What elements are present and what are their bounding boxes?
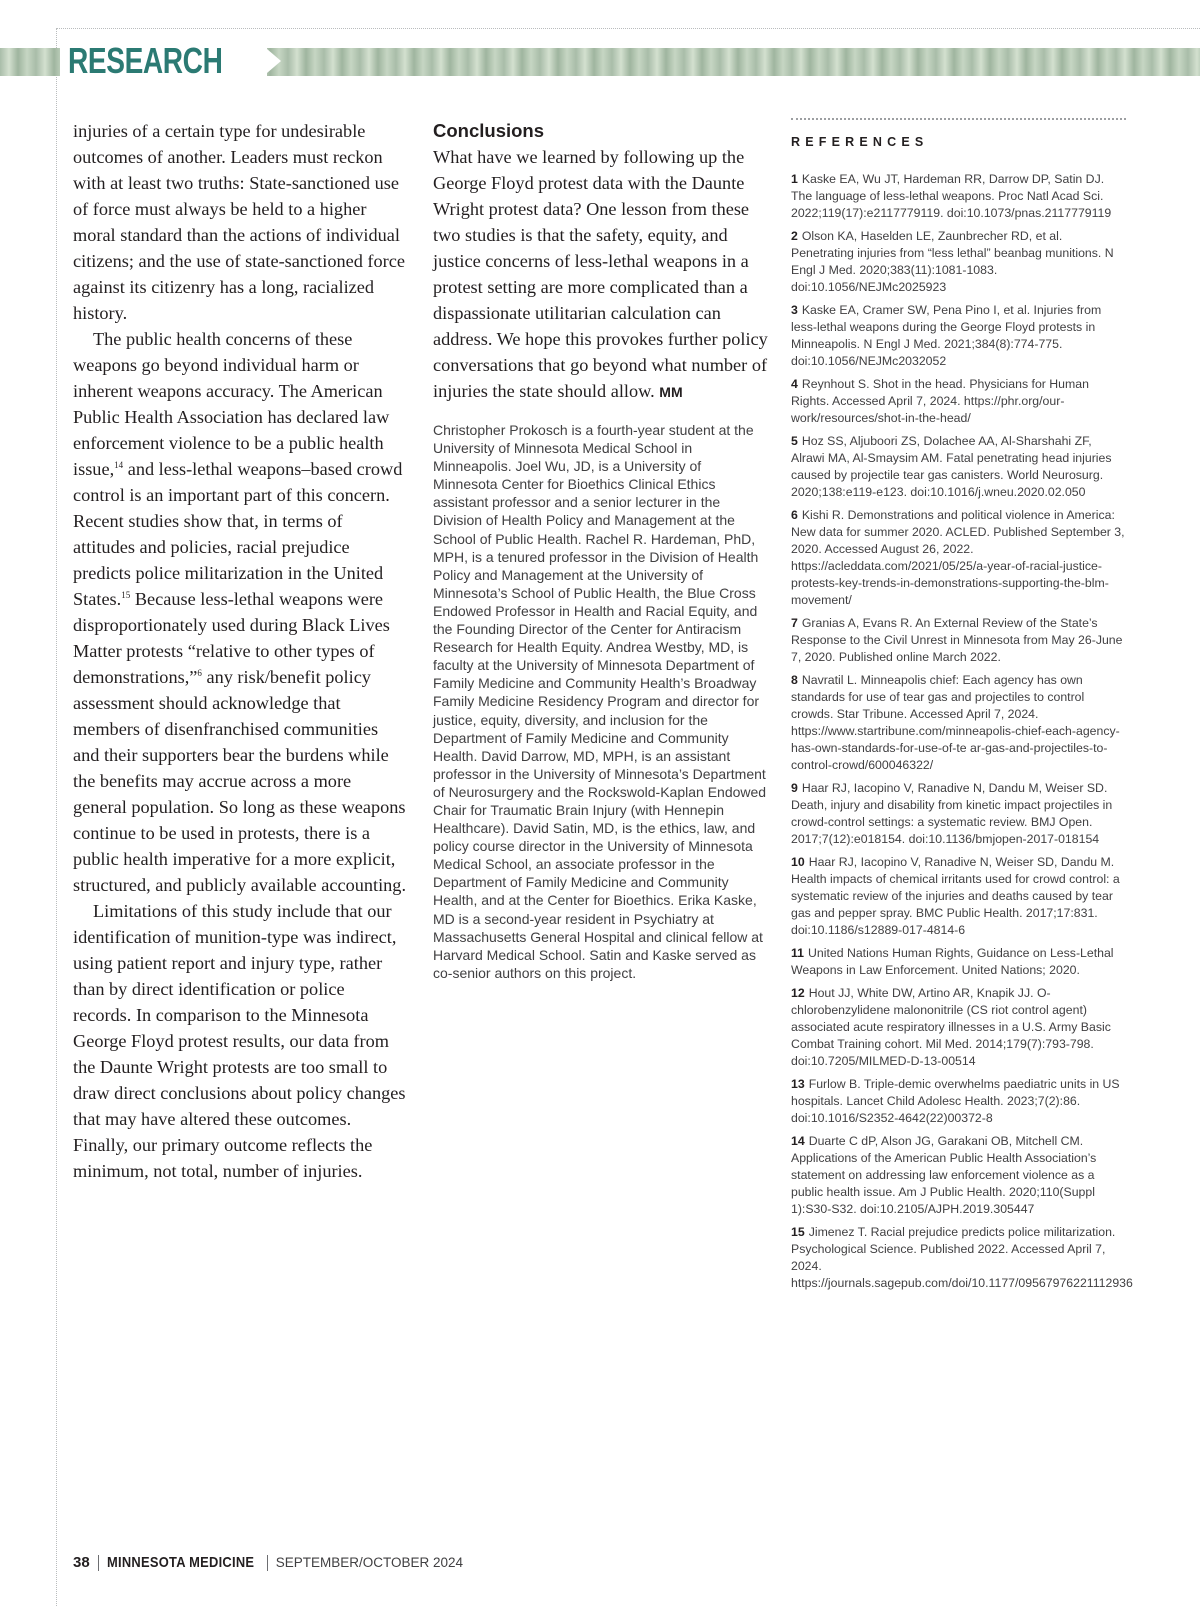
reference-number: 5	[791, 434, 798, 448]
reference-number: 11	[791, 946, 804, 960]
page-number: 38	[73, 1554, 90, 1571]
page-frame-left	[56, 28, 57, 1606]
reference-number: 1	[791, 172, 798, 186]
reference-item	[791, 433, 1126, 501]
banner-arrow-shape	[267, 49, 281, 73]
citation-superscript: 6	[197, 667, 202, 678]
reference-number: 2	[791, 229, 798, 243]
section-banner	[0, 40, 1200, 81]
references-column	[791, 118, 1133, 1298]
reference-item	[791, 854, 1126, 939]
reference-number: 3	[791, 303, 798, 317]
reference-text: Jimenez T. Racial prejudice predicts police militarization. Psychological Science. Published 2022. Accessed April 7, 2024. https://journals.sagepub.com/doi/10.1177/09567976221112936	[791, 1225, 1133, 1290]
reference-item	[791, 1224, 1133, 1292]
author-bio: Christopher Prokosch is a fourth-year student at the University of Minnesota Medical School in Minneapolis. Joel Wu, JD, is a University of Minnesota Center for Bioethics Clinical Ethics assistant professor and a senior lecturer in the Division of Health Policy and Management at the School of Public Health. Rachel R. Hardeman, PhD, MPH, is a tenured professor in the Division of Health Policy and Management at the University of Minnesota’s School of Public Health, the Blue Cross Endowed Professor in Health and Racial Equity, and the Founding Director of the Center for Antiracism Research for Health Equity. Andrea Westby, MD, is faculty at the University of Minnesota Department of Family Medicine and Community Health’s Broadway Family Medicine Residency Program and director for justice, equity, diversity, and inclusion for the Department of Family Medicine and Community Health. David Darrow, MD, MPH, is an assistant professor in the University of Minnesota’s Department of Neurosurgery and the Rockswold-Kaplan Endowed Chair for Traumatic Brain Injury (with Hennepin Healthcare). David Satin, MD, is the ethics, law, and policy course director in the University of Minnesota Medical School, an associate professor in the Department of Family Medicine and Community Health, and at the Center for Bioethics. Erika Kaske, MD is a second-year resident in Psychiatry at Massachusetts General Hospital and clinical fellow at Harvard Medical School. Satin and Kaske served as co-senior authors on this project.	[433, 422, 767, 981]
reference-item	[791, 945, 1126, 979]
page-footer	[73, 1554, 463, 1571]
reference-item	[791, 507, 1126, 609]
page-frame-top	[56, 28, 1200, 29]
reference-text: Furlow B. Triple-demic overwhelms paediatric units in US hospitals. Lancet Child Adolesc Health. 2023;7(2):86. doi:10.1016/S2352-4642(22)00372-8	[791, 1077, 1120, 1125]
reference-text: Hoz SS, Aljuboori ZS, Dolachee AA, Al-Sharshahi ZF, Alrawi MA, Al-Smaysim AM. Fatal penetrating head injuries caused by projectile tear gas canisters. World Neurosurg. 2020;138:e119-e123. doi:10.1016/j.wneu.2020.02.050	[791, 434, 1112, 499]
reference-number: 10	[791, 855, 805, 869]
paragraph: injuries of a certain type for undesirable outcomes of another. Leaders must reckon with at least two truths: State-sanctioned use of force must always be held to a higher moral standard than the actions of individual citizens; and the use of state-sanctioned force against its citizenry has a long, racialized history.	[73, 121, 405, 323]
reference-item	[791, 1076, 1126, 1127]
reference-number: 7	[791, 616, 798, 630]
body-column-2	[433, 118, 768, 982]
reference-item	[791, 302, 1126, 370]
citation-superscript: 15	[121, 589, 131, 600]
reference-text: Haar RJ, Iacopino V, Ranadive N, Weiser SD, Dandu M. Health impacts of chemical irritants used for crowd control: a systematic review of the injuries and deaths caused by tear gas and pepper spray. BMC Public Health. 2017;17:831. doi:10.1186/s12889-017-4814-6	[791, 855, 1120, 937]
body-column-1	[73, 118, 407, 1184]
section-label: RESEARCH	[68, 40, 223, 81]
citation-superscript: 14	[114, 459, 124, 470]
reference-text: Kaske EA, Wu JT, Hardeman RR, Darrow DP, Satin DJ. The language of less-lethal weapons. Proc Natl Acad Sci. 2022;119(17):e2117779119. doi:10.1073/pnas.2117779119	[791, 172, 1112, 220]
footer-divider	[267, 1555, 268, 1571]
footer-divider	[98, 1555, 99, 1571]
reference-number: 13	[791, 1077, 805, 1091]
reference-item	[791, 228, 1126, 296]
reference-text: United Nations Human Rights, Guidance on Less-Lethal Weapons in Law Enforcement. United Nations; 2020.	[791, 946, 1114, 977]
reference-text: Reynhout S. Shot in the head. Physicians for Human Rights. Accessed April 7, 2024. https://phr.org/our-work/resources/shot-in-the-head/	[791, 377, 1089, 425]
reference-text: Kaske EA, Cramer SW, Pena Pino I, et al. Injuries from less-lethal weapons during the George Floyd protests in Minneapolis. N Engl J Med. 2021;384(8):774-775. doi:10.1056/NEJMc2032052	[791, 303, 1102, 368]
reference-item	[791, 171, 1126, 222]
reference-number: 8	[791, 673, 798, 687]
reference-text: Granias A, Evans R. An External Review of the State’s Response to the Civil Unrest in Minnesota from May 26-June 7, 2020. Published online March 2022.	[791, 616, 1123, 664]
references-list	[791, 171, 1133, 1292]
reference-text: Kishi R. Demonstrations and political violence in America: New data for summer 2020. ACLED. Published September 3, 2020. Accessed August 26, 2022. https://acleddata.com/2021/05/25/a-year-of-racial-justice-protests-key-trends-in-demonstrations-supporting-the-blm-movement/	[791, 508, 1125, 607]
reference-text: Navratil L. Minneapolis chief: Each agency has own standards for use of tear gas and projectiles to control crowds. Star Tribune. Accessed April 7, 2024. https://www.startribune.com/minneapolis-chief-each-agency-has-own-standards-for-use-of-te ar-gas-and-projectiles-to-control-crowd/600046322/	[791, 673, 1120, 772]
section-label-box	[60, 40, 267, 81]
reference-text: Hout JJ, White DW, Artino AR, Knapik JJ. O-chlorobenzylidene malononitrile (CS riot control agent) associated acute respiratory illnesses in a U.S. Army Basic Combat Training cohort. Mil Med. 2014;179(7):793-798. doi:10.7205/MILMED-D-13-00514	[791, 986, 1111, 1068]
reference-item	[791, 376, 1126, 427]
references-heading: REFERENCES	[791, 135, 929, 149]
conclusions-paragraph: What have we learned by following up the George Floyd protest data with the Daunte Wright protest data? One lesson from these two studies is that the safety, equity, and justice concerns of less-lethal weapons in a protest setting are more complicated than a dispassionate utilitarian calculation can address. We hope this provokes further policy conversations that go beyond what number of injuries the state should allow. MM	[433, 147, 768, 401]
reference-text: Olson KA, Haselden LE, Zaunbrecher RD, et al. Penetrating injuries from “less lethal” beanbag munitions. N Engl J Med. 2020;383(11):1081-1083. doi:10.1056/NEJMc2025923	[791, 229, 1114, 294]
reference-number: 14	[791, 1134, 805, 1148]
reference-number: 9	[791, 781, 798, 795]
reference-item	[791, 985, 1126, 1070]
magazine-name: MINNESOTA MEDICINE	[106, 1554, 254, 1571]
paragraph: The public health concerns of these weapons go beyond individual harm or inherent weapons accuracy. The American Public Health Association has declared law enforcement violence to be a public health issue,$^{14}$ and less-lethal weapons–based crowd control is an important part of this concern. Recent studies show that, in terms of attitudes and policies, racial prejudice predicts police militarization in the United States.$^{15}$ Because less-lethal weapons were disproportionately used during Black Lives Matter protests “relative to other types of demonstrations,”$^6$ any risk/benefit policy assessment should acknowledge that members of disenfranchised communities and their supporters bear the burdens while the benefits may accrue across a more general population. So long as these weapons continue to be used in protests, there is a public health imperative for a more explicit, structured, and publicly available accounting.	[73, 329, 407, 895]
reference-text: Haar RJ, Iacopino V, Ranadive N, Dandu M, Weiser SD. Death, injury and disability from kinetic impact projectiles in crowd-control settings: a systematic review. BMJ Open. 2017;7(12):e018154. doi:10.1136/bmjopen-2017-018154	[791, 781, 1113, 846]
reference-item	[791, 780, 1126, 848]
paragraph: Limitations of this study include that our identification of munition-type was indirect, using patient report and injury type, rather than by direct identification or police records. In comparison to the Minnesota George Floyd protest results, our data from the Daunte Wright protests are too small to draw direct conclusions about policy changes that may have altered these outcomes. Finally, our primary outcome reflects the minimum, not total, number of injuries.	[73, 901, 406, 1181]
end-mark: MM	[659, 384, 683, 400]
conclusions-heading: Conclusions	[433, 120, 545, 141]
reference-number: 15	[791, 1225, 805, 1239]
reference-number: 12	[791, 986, 805, 1000]
reference-item	[791, 672, 1126, 774]
issue-date: SEPTEMBER/OCTOBER 2024	[275, 1555, 463, 1570]
reference-number: 6	[791, 508, 798, 522]
reference-item	[791, 1133, 1126, 1218]
reference-number: 4	[791, 377, 798, 391]
reference-item	[791, 615, 1126, 666]
dotted-rule	[791, 118, 1126, 120]
reference-text: Duarte C dP, Alson JG, Garakani OB, Mitchell CM. Applications of the American Public Health Association’s statement on addressing law enforcement violence as a public health issue. Am J Public Health. 2020;110(Suppl 1):S30-S32. doi:10.2105/AJPH.2019.305447	[791, 1134, 1097, 1216]
